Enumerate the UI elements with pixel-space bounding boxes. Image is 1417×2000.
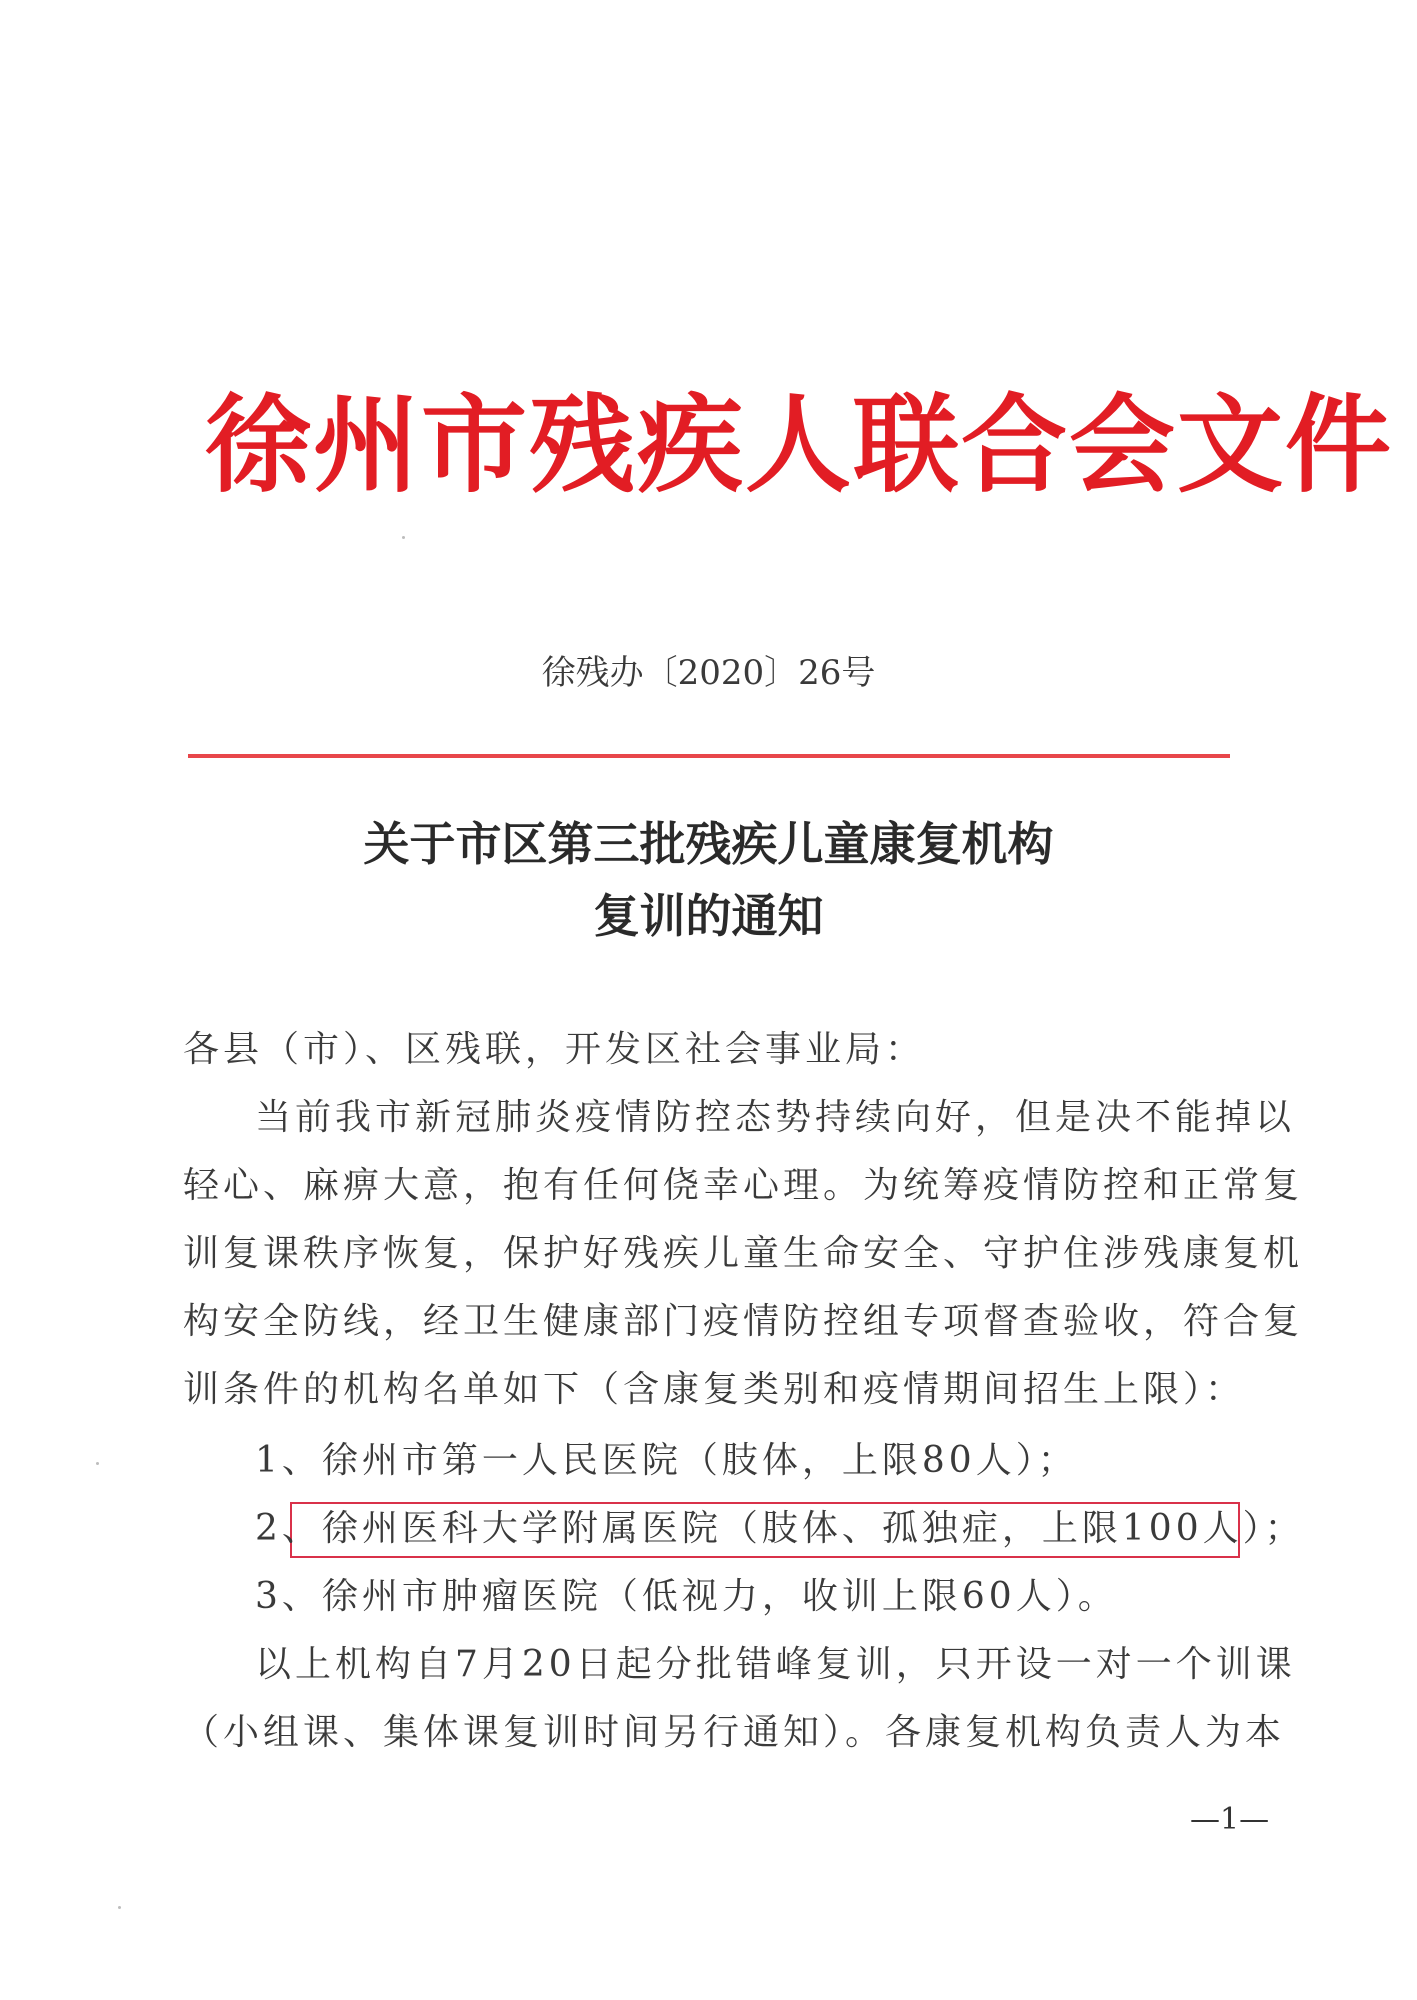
notice-title-line-2: 复训的通知 [593, 889, 824, 943]
paragraph-line: 训条件的机构名单如下（含康复类别和疫情期间招生上限）： [183, 1369, 1246, 1410]
paragraph-line: 构安全防线，经卫生健康部门疫情防控组专项督查验收，符合复 [183, 1301, 1304, 1342]
red-divider-line [188, 754, 1230, 758]
issuing-org-title: 徐州市残疾人联合会文件 [205, 382, 1393, 507]
notice-title [0, 808, 1417, 952]
scan-speck [402, 536, 405, 539]
notice-title-line-1: 关于市区第三批残疾儿童康复机构 [363, 817, 1054, 871]
document-number: 徐残办〔2020〕26号 [541, 653, 876, 693]
paragraph-line: 以上机构自7月20日起分批错峰复训，只开设一对一个训课 [255, 1644, 1296, 1685]
list-item: 3、徐州市肿瘤医院（低视力，收训上限60人）。 [255, 1576, 1118, 1617]
paragraph-line: 轻心、麻痹大意，抱有任何侥幸心理。为统筹疫情防控和正常复 [183, 1165, 1304, 1206]
list-item: 1、徐州市第一人民医院（肢体，上限80人）； [255, 1440, 1078, 1481]
list-item-highlighted: 2、徐州医科大学附属医院（肢体、孤独症，上限100人）； [255, 1508, 1305, 1549]
paragraph-line: （小组课、集体课复训时间另行通知）。各康复机构负责人为本 [183, 1712, 1286, 1753]
scan-speck [96, 1462, 99, 1465]
paragraph-line: 训复课秩序恢复，保护好残疾儿童生命安全、守护住涉残康复机 [183, 1233, 1304, 1274]
salutation: 各县（市）、区残联，开发区社会事业局： [183, 1029, 926, 1070]
scan-speck [118, 1906, 121, 1909]
paragraph-line: 当前我市新冠肺炎疫情防控态势持续向好，但是决不能掉以 [255, 1097, 1296, 1138]
page-number: —1— [1190, 1802, 1270, 1837]
